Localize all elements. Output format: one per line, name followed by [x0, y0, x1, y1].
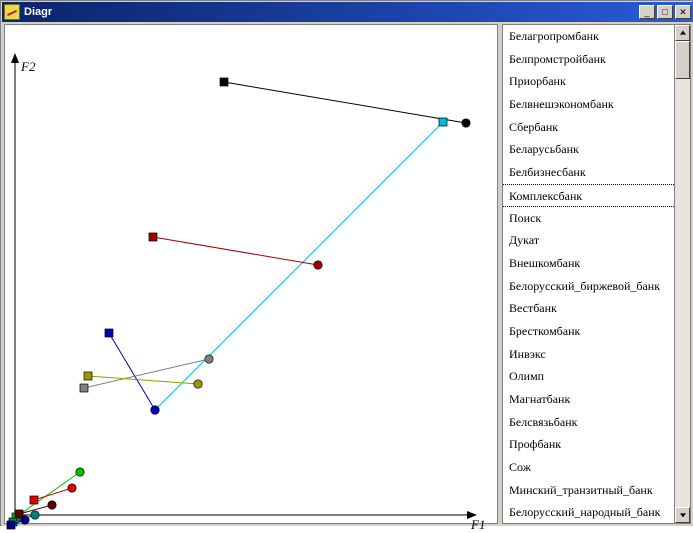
client-area	[2, 22, 693, 532]
list-item[interactable]: Внешкомбанк	[509, 255, 581, 270]
data-point-square[interactable]	[220, 78, 228, 86]
minimize-button[interactable]: _	[639, 5, 655, 19]
bank-list-panel[interactable]	[502, 24, 691, 524]
list-item[interactable]: Инвэкс	[509, 346, 546, 361]
list-item[interactable]: Белагропромбанк	[509, 29, 599, 43]
plot-series	[149, 233, 322, 269]
data-point-circle[interactable]	[194, 380, 202, 388]
data-point-square[interactable]	[30, 496, 38, 504]
list-item[interactable]: Комплексбанк	[503, 184, 674, 207]
list-item[interactable]: Белпромстройбанк	[509, 51, 606, 66]
plot-series	[220, 78, 470, 127]
data-point-circle[interactable]	[76, 468, 84, 476]
scroll-down-button[interactable]	[675, 507, 690, 523]
data-point-circle[interactable]	[462, 119, 470, 127]
scrollbar-thumb[interactable]	[675, 41, 690, 79]
scroll-up-button[interactable]	[675, 25, 690, 41]
list-item[interactable]: Белсвязьбанк	[509, 414, 578, 429]
list-item[interactable]: Профбанк	[509, 437, 562, 452]
data-point-square[interactable]	[105, 329, 113, 337]
plot-series	[105, 329, 159, 414]
list-item[interactable]: Вестбанк	[509, 301, 557, 316]
data-point-square[interactable]	[80, 384, 88, 392]
list-item[interactable]: Олимп	[509, 369, 545, 384]
plot-axes	[11, 53, 477, 519]
list-item[interactable]: Поиск	[509, 210, 542, 225]
list-item[interactable]: Магнатбанк	[509, 392, 571, 406]
list-item[interactable]: Сбербанк	[509, 119, 559, 134]
list-item[interactable]: Дукат	[509, 233, 540, 248]
list-scrollbar[interactable]	[674, 25, 690, 523]
plot-series	[80, 355, 213, 392]
data-point-circle[interactable]	[205, 355, 213, 363]
list-item[interactable]: Приорбанк	[509, 74, 566, 89]
list-item[interactable]: Беларусьбанк	[509, 142, 579, 157]
list-item[interactable]: Белвнешэкономбанк	[509, 97, 614, 112]
scrollbar-track[interactable]	[675, 41, 690, 507]
list-item[interactable]: Бресткомбанк	[509, 323, 581, 338]
data-point-circle[interactable]	[31, 511, 39, 519]
plot-series	[151, 118, 447, 414]
window-title: Diagr	[24, 6, 53, 18]
data-point-circle[interactable]	[21, 516, 29, 524]
close-button[interactable]: ✕	[675, 5, 691, 19]
chevron-up-icon	[680, 31, 686, 35]
scatter-plot-svg	[5, 25, 497, 523]
data-point-square[interactable]	[84, 372, 92, 380]
data-point-circle[interactable]	[151, 406, 159, 414]
x-axis-label: F1	[471, 517, 486, 532]
data-point-square[interactable]	[149, 233, 157, 241]
bank-list[interactable]	[503, 25, 674, 523]
scatter-plot-panel[interactable]	[4, 24, 498, 532]
y-axis-arrow	[11, 53, 19, 63]
diagram-icon	[4, 4, 20, 20]
list-item[interactable]: Сож	[509, 460, 531, 475]
data-point-square[interactable]	[439, 118, 447, 126]
list-item[interactable]: Минский_транзитный_банк	[509, 482, 653, 497]
list-item[interactable]: Белорусский_биржевой_банк	[509, 278, 661, 293]
data-point-circle[interactable]	[68, 484, 76, 492]
data-point-circle[interactable]	[48, 501, 56, 509]
maximize-button[interactable]: □	[657, 5, 673, 19]
list-item[interactable]: Белорусский_народный_банк	[509, 505, 661, 520]
title-bar	[2, 2, 693, 22]
data-point-square[interactable]	[7, 521, 15, 529]
data-point-circle[interactable]	[314, 261, 322, 269]
list-item[interactable]: Белбизнесбанк	[509, 165, 586, 180]
y-axis-label: F2	[21, 59, 36, 74]
chevron-down-icon	[680, 513, 686, 517]
plot-series-layer	[7, 78, 470, 529]
